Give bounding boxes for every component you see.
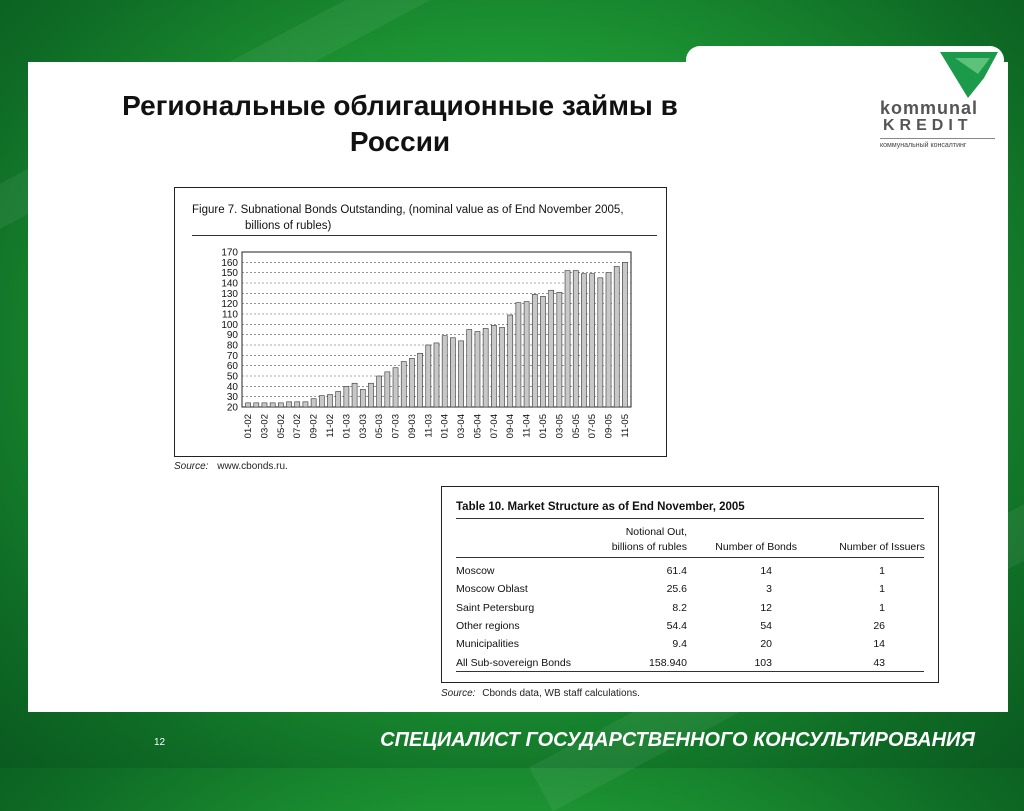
cell-bonds: 12 [760, 601, 772, 614]
y-tick-label: 30 [226, 392, 238, 404]
figure-source-text: www.cbonds.ru. [217, 461, 288, 472]
y-tick-label: 40 [226, 381, 238, 393]
bar [483, 328, 488, 407]
market-structure-table [441, 486, 939, 683]
footer-text: СПЕЦИАЛИСТ ГОСУДАРСТВЕННОГО КОНСУЛЬТИРОВАНИЯ [380, 729, 975, 751]
bar [311, 399, 316, 407]
figure-source-label: Source: [174, 461, 209, 472]
bar [270, 403, 275, 407]
figure-source [174, 461, 288, 472]
x-tick-label: 05-04 [472, 414, 484, 439]
cell-issuers: 1 [879, 601, 885, 614]
bar [524, 302, 529, 407]
x-tick-label: 01-05 [537, 414, 549, 439]
x-tick-label: 01-04 [439, 414, 451, 439]
table-source [441, 688, 640, 699]
bar [598, 278, 603, 407]
cell-name: All Sub-sovereign Bonds [456, 656, 571, 669]
logo-name-line2: KREDIT [883, 117, 973, 134]
cell-name: Municipalities [456, 638, 520, 651]
cell-issuers: 1 [879, 565, 885, 577]
bar [254, 403, 259, 407]
table-rule-mid [456, 557, 924, 558]
table-rule-top [456, 518, 924, 519]
bar [278, 403, 283, 407]
bar [409, 358, 414, 407]
x-tick-label: 11-02 [325, 414, 337, 438]
bar [368, 383, 373, 407]
y-tick-label: 60 [226, 361, 238, 373]
bar [418, 353, 423, 407]
bar [393, 368, 398, 407]
x-tick-label: 09-02 [308, 414, 320, 439]
table-title: Table 10. Market Structure as of End November, 2005 [456, 501, 745, 513]
y-tick-label: 50 [226, 371, 238, 383]
bar [246, 403, 251, 407]
y-tick-label: 90 [226, 330, 238, 342]
x-tick-label: 09-03 [406, 414, 418, 439]
x-tick-label: 11-05 [619, 414, 631, 438]
bar [516, 303, 521, 407]
bar [327, 395, 332, 407]
y-tick-label: 170 [221, 247, 238, 259]
bar [614, 266, 619, 407]
y-tick-label: 110 [222, 309, 238, 321]
x-tick-label: 07-05 [587, 414, 599, 439]
header-bonds: Number of Bonds [715, 541, 797, 553]
bar [565, 271, 570, 407]
figure-box [174, 187, 667, 457]
figure-title-line2: billions of rubles) [245, 220, 332, 232]
x-tick-label: 03-04 [456, 414, 468, 439]
bar [360, 389, 365, 407]
cell-bonds: 54 [760, 619, 772, 632]
cell-bonds: 103 [754, 656, 772, 669]
x-tick-label: 05-02 [275, 414, 287, 439]
x-tick-label: 07-03 [390, 414, 402, 439]
x-tick-label: 05-05 [570, 414, 582, 439]
x-tick-label: 09-04 [505, 414, 517, 439]
x-tick-label: 05-03 [374, 414, 386, 439]
x-tick-label: 03-05 [554, 414, 566, 439]
cell-bonds: 3 [766, 583, 772, 596]
x-tick-label: 11-03 [423, 414, 435, 438]
header-notional-line2: billions of rubles [611, 541, 687, 553]
table-source-text: Cbonds data, WB staff calculations. [482, 688, 640, 699]
cell-issuers: 14 [873, 638, 885, 651]
y-tick-label: 80 [226, 340, 238, 352]
bar [319, 396, 324, 407]
bar [499, 327, 504, 407]
bar [401, 362, 406, 407]
bar [590, 274, 595, 407]
logo-divider [880, 138, 995, 139]
bond-chart [175, 188, 666, 456]
x-tick-label: 03-02 [259, 414, 271, 439]
cell-notional: 9.4 [672, 638, 687, 651]
x-tick-label: 11-04 [521, 414, 533, 438]
cell-issuers: 26 [873, 619, 885, 632]
x-tick-label: 09-05 [603, 414, 615, 439]
cell-notional: 54.4 [666, 619, 687, 632]
cell-name: Other regions [456, 619, 520, 632]
bar [459, 341, 464, 407]
cell-notional: 8.2 [672, 601, 687, 614]
y-tick-label: 160 [221, 257, 238, 269]
cell-issuers: 43 [873, 656, 885, 669]
y-tick-label: 150 [221, 268, 238, 280]
x-tick-label: 01-03 [341, 414, 353, 439]
bar [426, 345, 431, 407]
cell-name: Saint Petersburg [456, 601, 535, 614]
x-tick-label: 07-04 [488, 414, 500, 439]
bar [508, 315, 513, 407]
y-tick-label: 100 [221, 319, 238, 331]
bar [434, 343, 439, 407]
bar [303, 402, 308, 407]
cell-name: Moscow Oblast [456, 583, 528, 596]
table-rule-bottom [456, 671, 924, 672]
cell-bonds: 14 [760, 565, 772, 577]
bar [581, 274, 586, 407]
bar [442, 336, 447, 407]
figure-title-line1: Figure 7. Subnational Bonds Outstanding, (nominal value as of End November 2005, [192, 204, 624, 216]
bar [549, 290, 554, 407]
slide-title: Региональные облигационные займы в России [122, 90, 678, 157]
cell-notional: 158.940 [649, 656, 687, 669]
bar [377, 376, 382, 407]
cell-notional: 25.6 [666, 583, 687, 596]
x-tick-label: 03-03 [357, 414, 369, 439]
bar [475, 332, 480, 407]
cell-bonds: 20 [760, 638, 772, 651]
page-number: 12 [154, 737, 166, 748]
header-issuers: Number of Issuers [839, 541, 925, 553]
cell-notional: 61.4 [666, 565, 687, 577]
cell-name: Moscow [456, 565, 495, 577]
bar [450, 338, 455, 407]
bar [532, 294, 537, 407]
bar [573, 271, 578, 407]
bar [622, 262, 627, 407]
header-notional-line1: Notional Out, [625, 526, 687, 538]
bar [262, 403, 267, 407]
bar [287, 402, 292, 407]
bar [557, 292, 562, 407]
bar [344, 386, 349, 407]
bar [606, 273, 611, 407]
x-tick-label: 07-02 [292, 414, 304, 439]
bar [352, 383, 357, 407]
bar [295, 402, 300, 407]
cell-issuers: 1 [879, 583, 885, 596]
y-tick-label: 120 [221, 299, 238, 311]
logo-subtitle: коммунальный консалтинг [880, 142, 967, 149]
bar [336, 392, 341, 408]
y-tick-label: 140 [221, 278, 238, 290]
table-source-label: Source: [441, 688, 476, 699]
x-tick-label: 01-02 [243, 414, 255, 439]
y-tick-label: 70 [226, 350, 238, 362]
y-tick-label: 20 [226, 402, 238, 414]
bar [467, 330, 472, 408]
bar [385, 372, 390, 407]
bar [491, 325, 496, 407]
bar [540, 296, 545, 407]
y-tick-label: 130 [221, 288, 238, 300]
logo-name-line1: kommunal [880, 98, 979, 118]
